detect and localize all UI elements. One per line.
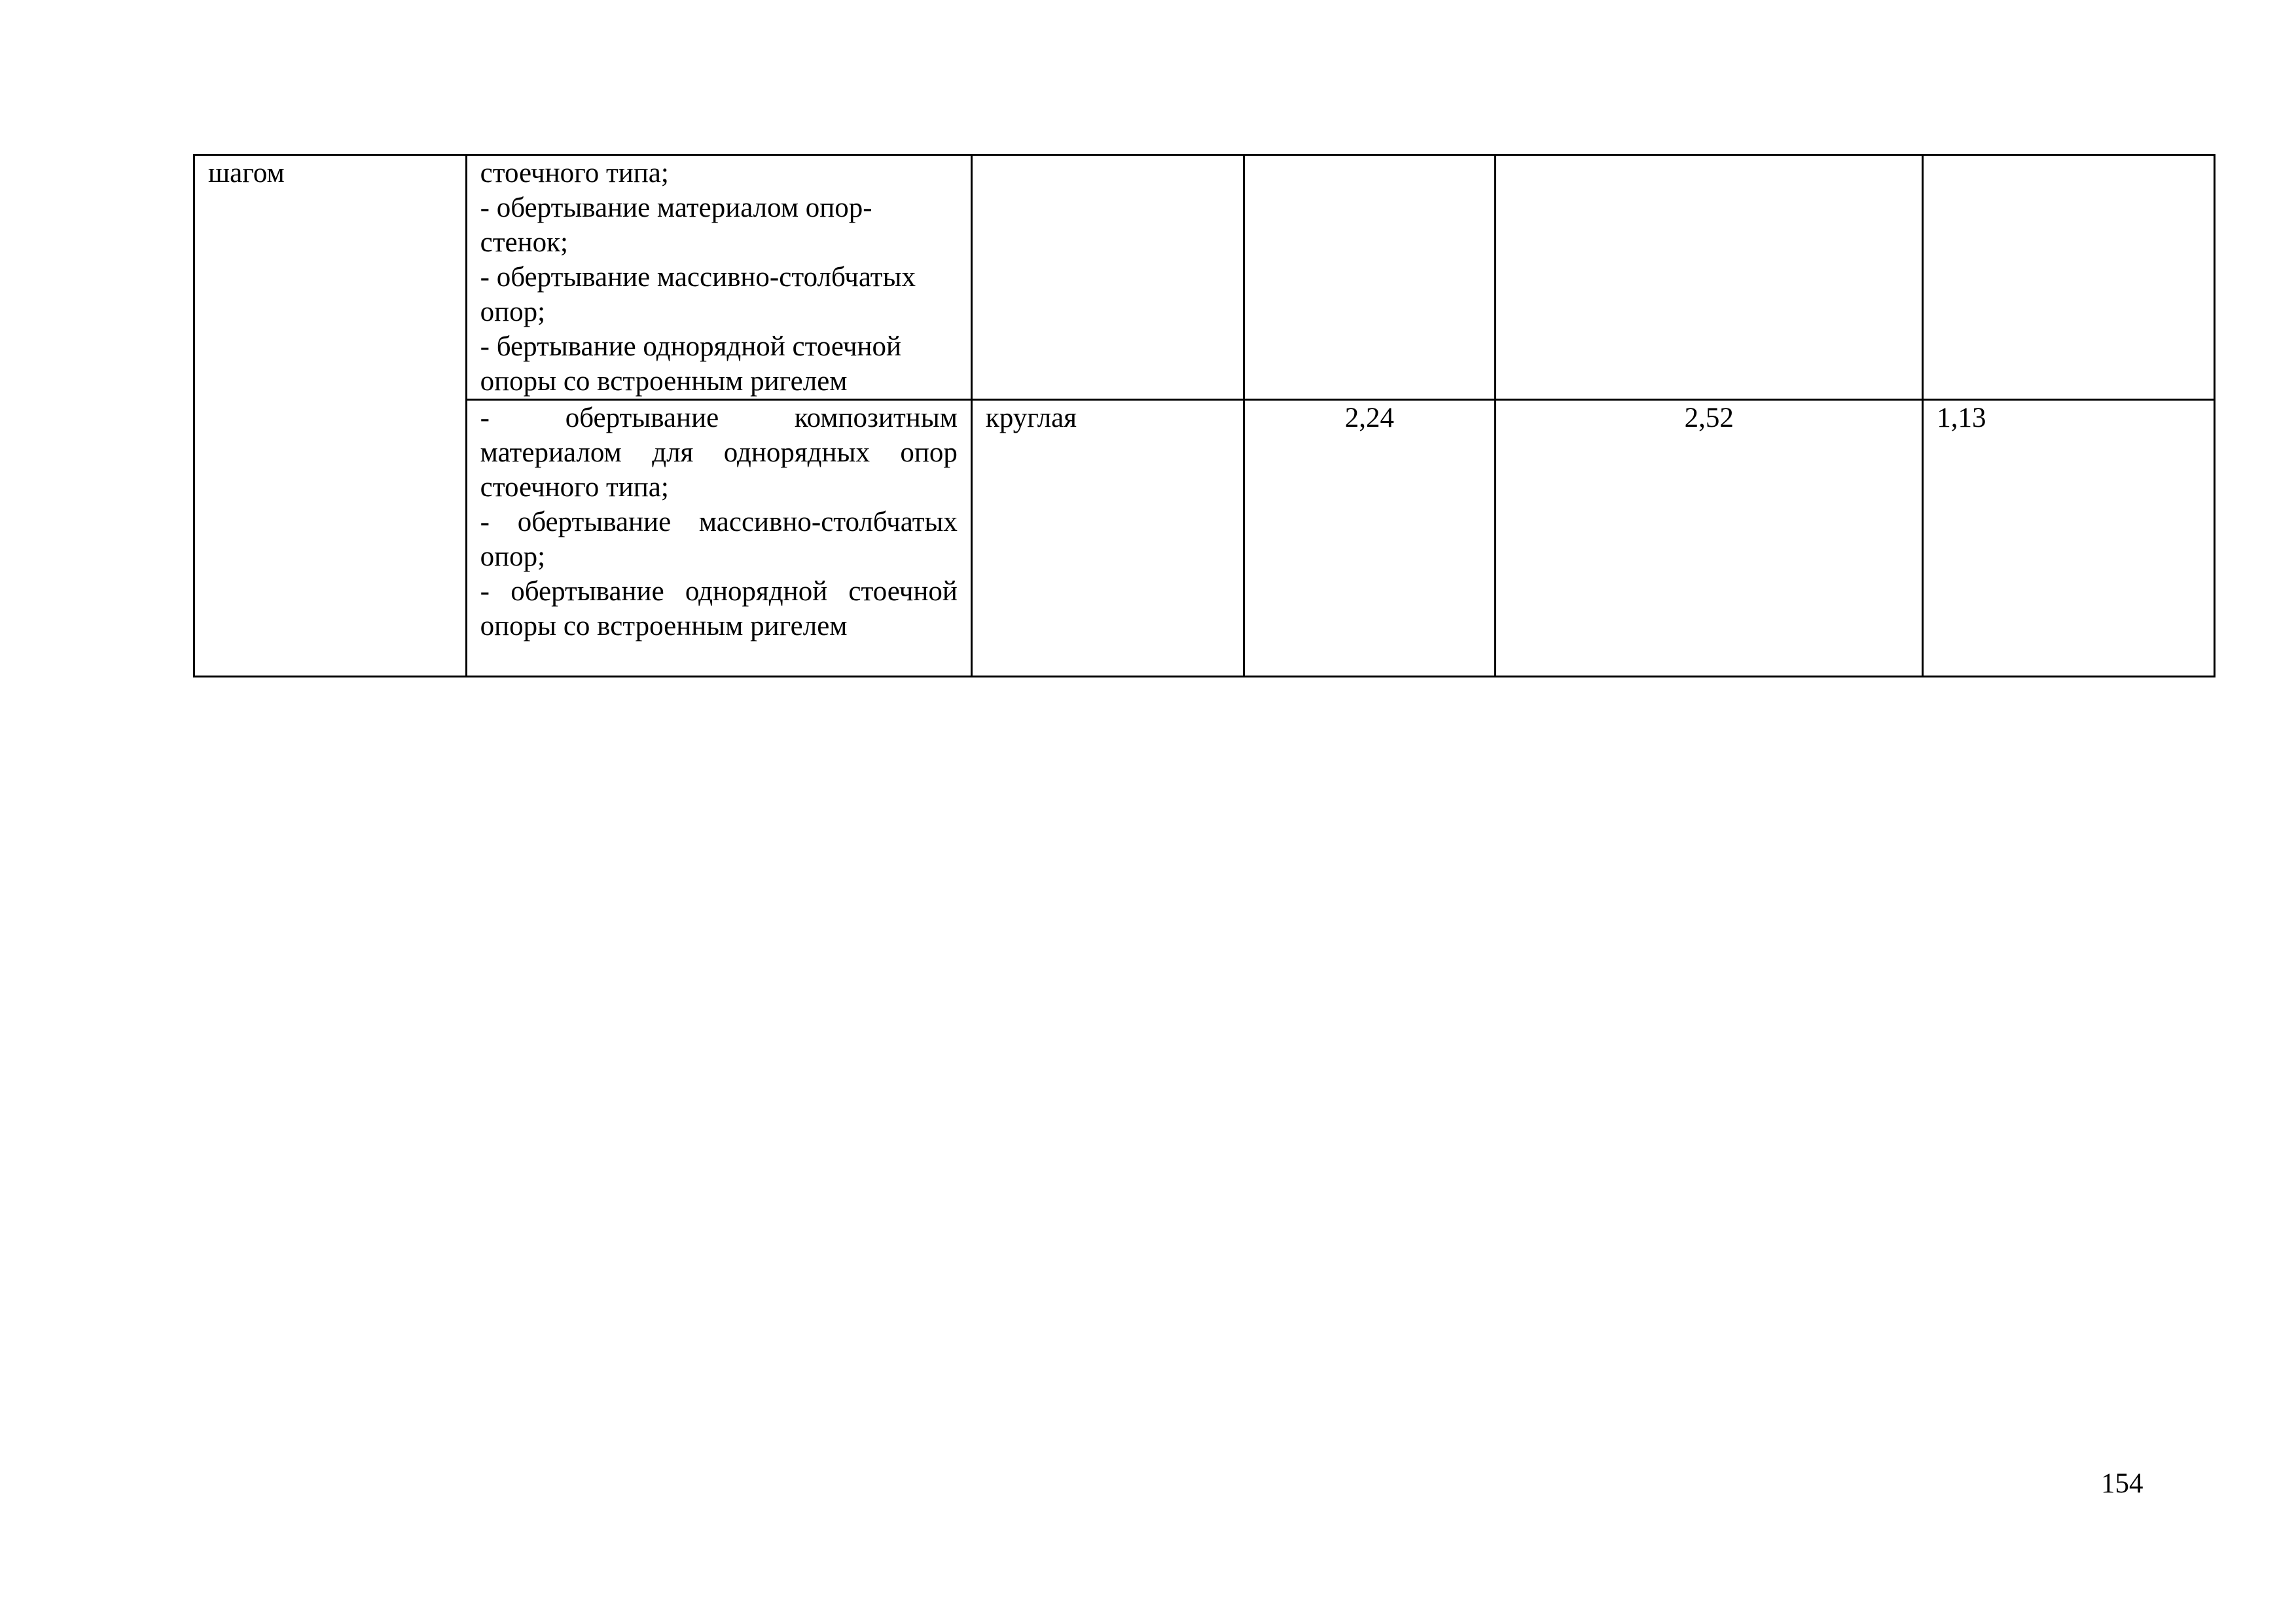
description-line: - обертывание массивно-столбчатых: [480, 507, 958, 537]
description-line: - обертывание композитным: [480, 403, 958, 433]
value-text: 2,24: [1344, 403, 1395, 433]
description-line: стенок;: [480, 227, 568, 258]
description-line: - обертывание однорядной стоечной: [480, 576, 958, 607]
description-line: - обертывание массивно-столбчатых: [480, 262, 916, 293]
table-cell-shape: [971, 400, 1244, 677]
description-line: опоры со встроенным ригелем: [480, 611, 848, 641]
document-table: [193, 154, 2215, 677]
value-text: 2,52: [1684, 403, 1734, 433]
table-cell-description: [466, 155, 971, 400]
description-line: стоечного типа;: [480, 158, 669, 189]
category-text: шагом: [208, 158, 285, 189]
description-line: опор;: [480, 541, 546, 572]
table-cell-empty: [971, 155, 1244, 400]
description-line: - обертывание материалом опор-: [480, 192, 872, 223]
value-text: 1,13: [1937, 403, 1986, 433]
table-cell-category: [194, 155, 467, 677]
table-cell-empty: [1244, 155, 1496, 400]
description-line: опоры со встроенным ригелем: [480, 366, 848, 397]
description-line: опор;: [480, 297, 546, 327]
table-row: [194, 400, 2215, 677]
description-line: материалом для однорядных опор: [480, 437, 958, 468]
description-line: стоечного типа;: [480, 472, 669, 503]
table-cell-value: [1496, 400, 1923, 677]
description-line: - бертывание однорядной стоечной: [480, 331, 902, 362]
table-cell-empty: [1923, 155, 2215, 400]
table-cell-value: [1244, 400, 1496, 677]
table-row: [194, 155, 2215, 400]
table-cell-empty: [1496, 155, 1923, 400]
table-cell-description: [466, 400, 971, 677]
shape-text: круглая: [985, 403, 1077, 433]
page-number: 154: [2101, 1468, 2144, 1499]
table-cell-value: [1923, 400, 2215, 677]
